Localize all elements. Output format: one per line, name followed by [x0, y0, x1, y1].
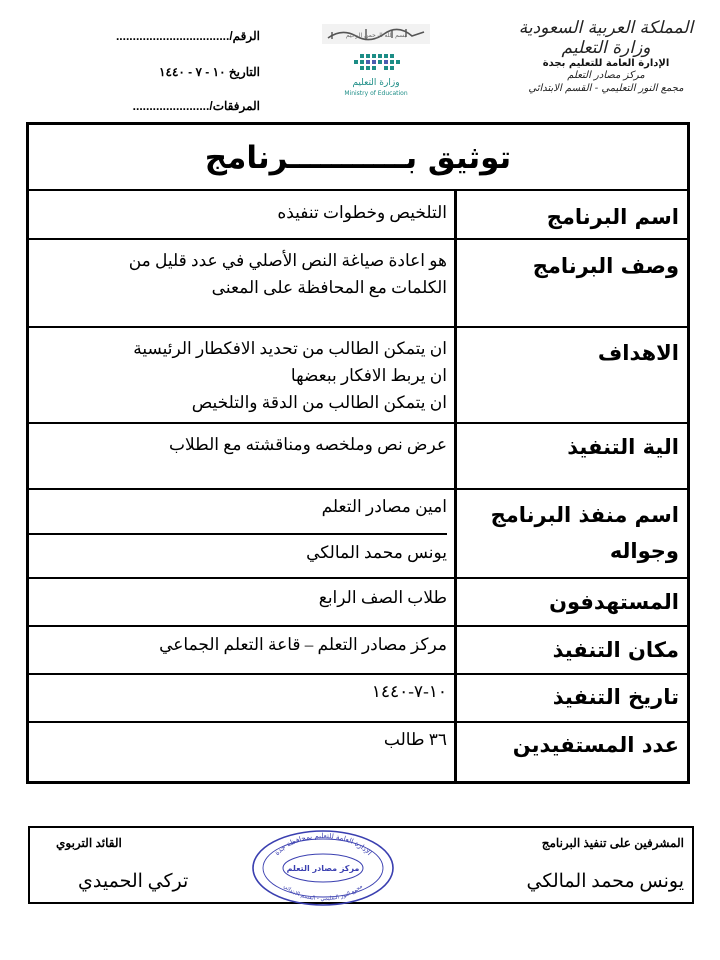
administration-name: الإدارة العامة للتعليم بجدة: [542, 58, 670, 69]
value-objectives: ان يتمكن الطالب من تحديد الافكطار الرئيسية ان يربط الافكار ببعضها ان يتمكن الطالب من الدقة والتلخيص: [133, 339, 447, 412]
label-implementation-mechanism: الية التنفيذ: [567, 435, 679, 459]
ministry-name: وزارة التعليم: [561, 38, 651, 58]
svg-text:مجمع النور التعليمي - القسم ال: مجمع النور التعليمي - القسم الابتدائي: [282, 883, 364, 903]
row-divider: [29, 721, 687, 723]
leader-name: تركي الحميدي: [78, 871, 189, 892]
cell-divider: [29, 533, 447, 535]
value-implementer-name: يونس محمد المالكي: [306, 543, 447, 562]
label-program-description: وصف البرنامج: [532, 254, 679, 278]
complex-name: مجمع النور التعليمي - القسم الابتدائي: [528, 83, 684, 94]
column-divider: [454, 189, 457, 781]
ministry-of-education-logo: [326, 52, 426, 100]
svg-text:وزارة التعليم: وزارة التعليم: [352, 78, 400, 88]
label-beneficiaries-count: عدد المستفيدين: [512, 733, 679, 757]
label-implementation-place: مكان التنفيذ: [552, 638, 679, 662]
document-attachments: المرفقات/.......................: [132, 99, 260, 113]
row-divider: [29, 625, 687, 627]
row-divider: [29, 189, 687, 191]
basmala-calligraphy: [322, 24, 430, 44]
value-implementation-mechanism: عرض نص وملخصه ومناقشته مع الطلاب: [169, 435, 447, 454]
document-number: الرقم/..................................: [115, 29, 260, 43]
value-beneficiaries-count: ٣٦ طالب: [383, 730, 447, 749]
label-implementation-date: تاريخ التنفيذ: [552, 685, 679, 709]
row-divider: [29, 422, 687, 424]
table-title: توثيق بـــــــــــرنامج: [204, 140, 512, 176]
signatures-box: [28, 826, 694, 904]
label-objectives: الاهداف: [597, 341, 679, 365]
row-divider: [29, 577, 687, 579]
leader-label: القائد التربوي: [56, 836, 122, 850]
value-program-description: هو اعادة صياغة النص الأصلي في عدد قليل من الكلمات مع المحافظة على المعنى: [128, 251, 447, 297]
supervisor-name: يونس محمد المالكي: [526, 871, 684, 892]
supervisors-label: المشرفين على تنفيذ البرنامج: [541, 836, 684, 850]
value-implementer-role: امين مصادر التعلم: [321, 497, 447, 516]
svg-text:مركز مصادر التعلم: مركز مصادر التعلم: [286, 864, 360, 873]
program-documentation-table: [26, 122, 690, 784]
svg-text:Ministry of Education: Ministry of Education: [344, 90, 408, 97]
official-stamp: [248, 826, 398, 906]
svg-text:بسم الله الرحمن الرحيم: بسم الله الرحمن الرحيم: [345, 32, 407, 39]
label-program-name: اسم البرنامج: [546, 205, 679, 229]
document-date: التاريخ ١٠ - ٧ - ١٤٤٠: [159, 65, 260, 79]
row-divider: [29, 488, 687, 490]
value-implementation-date: ١٠-٧-١٤٤٠: [371, 682, 447, 701]
row-divider: [29, 238, 687, 240]
row-divider: [29, 673, 687, 675]
value-program-name: التلخيص وخطوات تنفيذه: [277, 203, 447, 222]
center-name: مركز مصادر التعلم: [567, 70, 645, 81]
document-meta: [60, 26, 260, 132]
row-divider: [29, 326, 687, 328]
label-target-audience: المستهدفون: [549, 590, 679, 614]
svg-text:الإدارة العامة للتعليم بمحافظة: الإدارة العامة للتعليم بمحافظة جدة: [273, 831, 374, 858]
kingdom-name: المملكة العربية السعودية: [518, 18, 694, 38]
value-implementation-place: مركز مصادر التعلم – قاعة التعلم الجماعي: [159, 635, 447, 654]
value-target-audience: طلاب الصف الرابع: [318, 588, 447, 607]
ministry-header: [506, 18, 706, 95]
label-implementer-name: اسم منفذ البرنامج وجواله: [490, 503, 679, 563]
